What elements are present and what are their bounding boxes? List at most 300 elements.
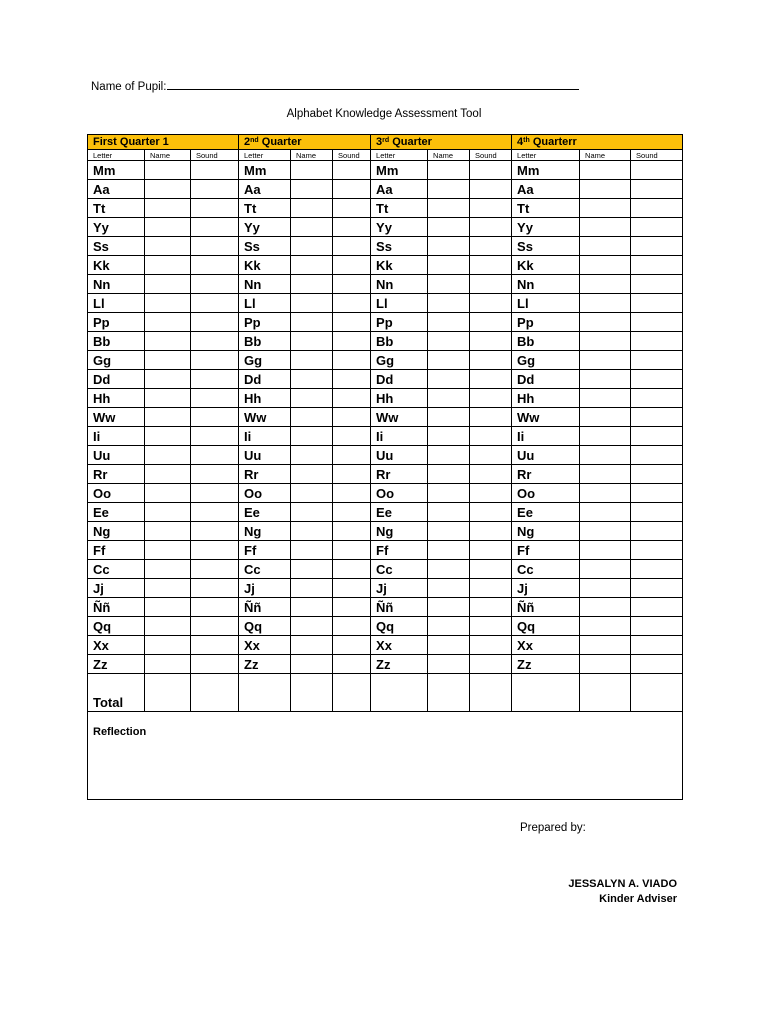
document-title-text: Alphabet Knowledge Assessment Tool (286, 108, 482, 120)
sound-score-cell[interactable] (333, 465, 371, 484)
name-score-cell[interactable] (145, 503, 191, 522)
sound-score-cell[interactable] (470, 560, 512, 579)
sound-score-cell[interactable] (333, 199, 371, 218)
sound-score-cell[interactable] (333, 275, 371, 294)
total-cell[interactable] (470, 674, 512, 712)
name-score-cell[interactable] (428, 617, 470, 636)
name-score-cell[interactable] (580, 636, 631, 655)
total-cell[interactable] (145, 674, 191, 712)
name-score-cell[interactable] (580, 446, 631, 465)
sound-score-cell[interactable] (333, 180, 371, 199)
sound-score-cell[interactable] (631, 332, 683, 351)
sound-score-cell[interactable] (333, 560, 371, 579)
sound-score-cell[interactable] (470, 294, 512, 313)
name-score-cell[interactable] (580, 655, 631, 674)
letter-cell: Ll (239, 294, 291, 313)
name-score-cell[interactable] (145, 655, 191, 674)
letter-cell: Uu (239, 446, 291, 465)
sound-score-cell[interactable] (333, 427, 371, 446)
sound-score-cell[interactable] (191, 427, 239, 446)
sound-score-cell[interactable] (191, 332, 239, 351)
sound-score-cell[interactable] (631, 275, 683, 294)
quarter-header-row (88, 135, 683, 150)
sound-score-cell[interactable] (470, 332, 512, 351)
sound-score-cell[interactable] (191, 256, 239, 275)
name-score-cell[interactable] (291, 522, 333, 541)
name-score-cell[interactable] (580, 161, 631, 180)
name-score-cell[interactable] (428, 370, 470, 389)
sound-score-cell[interactable] (631, 180, 683, 199)
letter-cell: Ii (239, 427, 291, 446)
letter-cell: Rr (239, 465, 291, 484)
sound-score-cell[interactable] (631, 370, 683, 389)
sound-score-cell[interactable] (191, 465, 239, 484)
name-score-cell[interactable] (428, 484, 470, 503)
sound-score-cell[interactable] (631, 389, 683, 408)
sound-score-cell[interactable] (470, 389, 512, 408)
total-cell[interactable] (512, 674, 580, 712)
name-score-cell[interactable] (145, 446, 191, 465)
pupil-name-blank-line (167, 79, 579, 90)
total-cell[interactable] (291, 674, 333, 712)
sound-score-cell[interactable] (191, 636, 239, 655)
name-score-cell[interactable] (291, 389, 333, 408)
name-score-cell[interactable] (291, 446, 333, 465)
sound-score-cell[interactable] (631, 218, 683, 237)
letter-cell: Nn (88, 275, 145, 294)
sound-score-cell[interactable] (333, 541, 371, 560)
name-score-cell[interactable] (291, 256, 333, 275)
sound-score-cell[interactable] (333, 408, 371, 427)
sound-score-cell[interactable] (333, 484, 371, 503)
sound-score-cell[interactable] (631, 161, 683, 180)
name-score-cell[interactable] (291, 218, 333, 237)
signatory-role: Kinder Adviser (599, 893, 677, 905)
name-score-cell[interactable] (145, 351, 191, 370)
pupil-name-label: Name of Pupil: (91, 81, 167, 93)
signature-block (568, 877, 677, 907)
sound-score-cell[interactable] (631, 560, 683, 579)
name-score-cell[interactable] (291, 465, 333, 484)
name-score-cell[interactable] (428, 446, 470, 465)
name-score-cell[interactable] (428, 180, 470, 199)
name-score-cell[interactable] (580, 313, 631, 332)
letter-row (88, 598, 683, 617)
quarter-header-2: 2nd Quarter (239, 135, 371, 150)
sound-score-cell[interactable] (191, 484, 239, 503)
name-score-cell[interactable] (428, 351, 470, 370)
letter-cell: Kk (88, 256, 145, 275)
letter-row (88, 503, 683, 522)
name-score-cell[interactable] (580, 275, 631, 294)
name-score-cell[interactable] (580, 484, 631, 503)
sound-score-cell[interactable] (631, 522, 683, 541)
name-score-cell[interactable] (428, 408, 470, 427)
name-score-cell[interactable] (428, 503, 470, 522)
letter-cell: Dd (239, 370, 291, 389)
sound-score-cell[interactable] (191, 541, 239, 560)
letter-cell: Yy (512, 218, 580, 237)
sound-score-cell[interactable] (470, 579, 512, 598)
sound-score-cell[interactable] (631, 579, 683, 598)
name-score-cell[interactable] (145, 275, 191, 294)
letter-cell: Oo (512, 484, 580, 503)
name-score-cell[interactable] (145, 180, 191, 199)
col-sound-header: Sound (333, 150, 371, 161)
letter-row (88, 256, 683, 275)
sound-score-cell[interactable] (470, 446, 512, 465)
sound-score-cell[interactable] (333, 503, 371, 522)
letter-cell: Gg (371, 351, 428, 370)
sound-score-cell[interactable] (333, 237, 371, 256)
letter-cell: Bb (512, 332, 580, 351)
sound-score-cell[interactable] (470, 256, 512, 275)
name-score-cell[interactable] (145, 370, 191, 389)
name-score-cell[interactable] (428, 541, 470, 560)
name-score-cell[interactable] (291, 161, 333, 180)
total-cell[interactable] (371, 674, 428, 712)
sound-score-cell[interactable] (470, 636, 512, 655)
name-score-cell[interactable] (291, 199, 333, 218)
reflection-box[interactable] (88, 712, 683, 800)
sound-score-cell[interactable] (191, 237, 239, 256)
sound-score-cell[interactable] (333, 655, 371, 674)
name-score-cell[interactable] (291, 484, 333, 503)
sound-score-cell[interactable] (333, 256, 371, 275)
name-score-cell[interactable] (428, 427, 470, 446)
name-score-cell[interactable] (145, 332, 191, 351)
sound-score-cell[interactable] (191, 522, 239, 541)
sound-score-cell[interactable] (470, 313, 512, 332)
letter-cell: Jj (512, 579, 580, 598)
letter-cell: Xx (371, 636, 428, 655)
letter-cell: Bb (88, 332, 145, 351)
name-score-cell[interactable] (428, 218, 470, 237)
sound-score-cell[interactable] (631, 655, 683, 674)
name-score-cell[interactable] (145, 598, 191, 617)
name-score-cell[interactable] (145, 541, 191, 560)
letter-row (88, 332, 683, 351)
sound-score-cell[interactable] (333, 598, 371, 617)
sound-score-cell[interactable] (333, 579, 371, 598)
sound-score-cell[interactable] (470, 465, 512, 484)
name-score-cell[interactable] (145, 313, 191, 332)
total-label: Total (88, 674, 145, 712)
name-score-cell[interactable] (580, 617, 631, 636)
name-score-cell[interactable] (428, 256, 470, 275)
name-score-cell[interactable] (580, 560, 631, 579)
name-score-cell[interactable] (580, 598, 631, 617)
sound-score-cell[interactable] (470, 408, 512, 427)
name-score-cell[interactable] (291, 370, 333, 389)
sound-score-cell[interactable] (333, 161, 371, 180)
letter-cell: Dd (512, 370, 580, 389)
sound-score-cell[interactable] (470, 180, 512, 199)
sound-score-cell[interactable] (631, 199, 683, 218)
name-score-cell[interactable] (145, 617, 191, 636)
letter-cell: Ii (371, 427, 428, 446)
name-score-cell[interactable] (145, 161, 191, 180)
sound-score-cell[interactable] (631, 636, 683, 655)
name-score-cell[interactable] (145, 237, 191, 256)
sound-score-cell[interactable] (470, 427, 512, 446)
letter-cell: Nn (239, 275, 291, 294)
name-score-cell[interactable] (580, 332, 631, 351)
total-cell[interactable] (631, 674, 683, 712)
sound-score-cell[interactable] (191, 294, 239, 313)
letter-row (88, 161, 683, 180)
sound-score-cell[interactable] (191, 389, 239, 408)
name-score-cell[interactable] (291, 294, 333, 313)
name-score-cell[interactable] (291, 617, 333, 636)
name-score-cell[interactable] (145, 389, 191, 408)
name-score-cell[interactable] (291, 636, 333, 655)
name-score-cell[interactable] (291, 180, 333, 199)
name-score-cell[interactable] (580, 237, 631, 256)
name-score-cell[interactable] (291, 503, 333, 522)
total-cell[interactable] (191, 674, 239, 712)
sound-score-cell[interactable] (333, 617, 371, 636)
letter-cell: Hh (371, 389, 428, 408)
letter-cell: Ww (239, 408, 291, 427)
letter-row (88, 617, 683, 636)
name-score-cell[interactable] (580, 199, 631, 218)
sound-score-cell[interactable] (333, 636, 371, 655)
name-score-cell[interactable] (580, 522, 631, 541)
name-score-cell[interactable] (580, 389, 631, 408)
sound-score-cell[interactable] (333, 389, 371, 408)
sound-score-cell[interactable] (191, 199, 239, 218)
sound-score-cell[interactable] (470, 484, 512, 503)
sound-score-cell[interactable] (333, 370, 371, 389)
sound-score-cell[interactable] (191, 313, 239, 332)
total-cell[interactable] (333, 674, 371, 712)
sound-score-cell[interactable] (631, 256, 683, 275)
letter-cell: Aa (371, 180, 428, 199)
sound-score-cell[interactable] (191, 560, 239, 579)
sound-score-cell[interactable] (191, 408, 239, 427)
letter-cell: Rr (371, 465, 428, 484)
name-score-cell[interactable] (580, 370, 631, 389)
name-score-cell[interactable] (145, 218, 191, 237)
sound-score-cell[interactable] (191, 161, 239, 180)
name-score-cell[interactable] (580, 465, 631, 484)
letter-cell: Jj (88, 579, 145, 598)
name-score-cell[interactable] (428, 560, 470, 579)
sound-score-cell[interactable] (191, 579, 239, 598)
sound-score-cell[interactable] (333, 294, 371, 313)
letter-cell: Ee (88, 503, 145, 522)
name-score-cell[interactable] (428, 389, 470, 408)
letter-cell: Mm (371, 161, 428, 180)
sound-score-cell[interactable] (470, 351, 512, 370)
letter-cell: Ng (88, 522, 145, 541)
sound-score-cell[interactable] (470, 199, 512, 218)
name-score-cell[interactable] (428, 332, 470, 351)
name-score-cell[interactable] (291, 351, 333, 370)
letter-row (88, 465, 683, 484)
letter-cell: Ng (239, 522, 291, 541)
name-score-cell[interactable] (145, 427, 191, 446)
sound-score-cell[interactable] (333, 332, 371, 351)
name-score-cell[interactable] (580, 503, 631, 522)
letter-cell: Xx (239, 636, 291, 655)
name-score-cell[interactable] (428, 465, 470, 484)
name-score-cell[interactable] (428, 275, 470, 294)
name-score-cell[interactable] (428, 636, 470, 655)
sound-score-cell[interactable] (191, 617, 239, 636)
name-score-cell[interactable] (428, 655, 470, 674)
letter-cell: Jj (239, 579, 291, 598)
name-score-cell[interactable] (291, 541, 333, 560)
quarter-header-1: First Quarter 1 (88, 135, 239, 150)
total-cell[interactable] (428, 674, 470, 712)
letter-cell: Kk (239, 256, 291, 275)
name-score-cell[interactable] (291, 237, 333, 256)
sound-score-cell[interactable] (191, 218, 239, 237)
name-score-cell[interactable] (145, 636, 191, 655)
sound-score-cell[interactable] (631, 408, 683, 427)
sound-score-cell[interactable] (631, 313, 683, 332)
sound-score-cell[interactable] (470, 522, 512, 541)
name-score-cell[interactable] (145, 484, 191, 503)
total-cell[interactable] (580, 674, 631, 712)
name-score-cell[interactable] (580, 541, 631, 560)
sound-score-cell[interactable] (470, 218, 512, 237)
sound-score-cell[interactable] (333, 446, 371, 465)
col-sound-header: Sound (631, 150, 683, 161)
name-score-cell[interactable] (428, 579, 470, 598)
reflection-row (88, 712, 683, 800)
name-score-cell[interactable] (428, 161, 470, 180)
sound-score-cell[interactable] (191, 598, 239, 617)
sound-score-cell[interactable] (470, 541, 512, 560)
name-score-cell[interactable] (291, 598, 333, 617)
name-score-cell[interactable] (145, 294, 191, 313)
letter-cell: Zz (88, 655, 145, 674)
sound-score-cell[interactable] (470, 237, 512, 256)
letter-cell: Tt (371, 199, 428, 218)
name-score-cell[interactable] (291, 560, 333, 579)
sound-score-cell[interactable] (191, 503, 239, 522)
letter-cell: Pp (512, 313, 580, 332)
name-score-cell[interactable] (145, 560, 191, 579)
letter-cell: Ww (371, 408, 428, 427)
sound-score-cell[interactable] (631, 237, 683, 256)
letter-cell: Tt (239, 199, 291, 218)
name-score-cell[interactable] (580, 408, 631, 427)
col-sound-header: Sound (470, 150, 512, 161)
sound-score-cell[interactable] (631, 503, 683, 522)
name-score-cell[interactable] (428, 313, 470, 332)
sound-score-cell[interactable] (191, 655, 239, 674)
sound-score-cell[interactable] (191, 180, 239, 199)
letter-cell: Ss (239, 237, 291, 256)
name-score-cell[interactable] (428, 237, 470, 256)
letter-cell: Qq (88, 617, 145, 636)
letter-cell: Uu (371, 446, 428, 465)
letter-cell: Tt (88, 199, 145, 218)
letter-cell: Hh (512, 389, 580, 408)
name-score-cell[interactable] (428, 598, 470, 617)
sound-score-cell[interactable] (631, 446, 683, 465)
sound-score-cell[interactable] (631, 598, 683, 617)
letter-row (88, 408, 683, 427)
name-score-cell[interactable] (145, 199, 191, 218)
name-score-cell[interactable] (580, 427, 631, 446)
name-score-cell[interactable] (428, 199, 470, 218)
name-score-cell[interactable] (428, 522, 470, 541)
name-score-cell[interactable] (145, 408, 191, 427)
name-score-cell[interactable] (145, 465, 191, 484)
total-cell[interactable] (239, 674, 291, 712)
name-score-cell[interactable] (145, 522, 191, 541)
sound-score-cell[interactable] (470, 617, 512, 636)
sound-score-cell[interactable] (470, 161, 512, 180)
sound-score-cell[interactable] (470, 655, 512, 674)
name-score-cell[interactable] (580, 180, 631, 199)
letter-cell: Aa (512, 180, 580, 199)
sound-score-cell[interactable] (631, 427, 683, 446)
name-score-cell[interactable] (580, 579, 631, 598)
sound-score-cell[interactable] (333, 313, 371, 332)
sound-score-cell[interactable] (191, 446, 239, 465)
sound-score-cell[interactable] (191, 351, 239, 370)
name-score-cell[interactable] (580, 256, 631, 275)
letter-row (88, 294, 683, 313)
letter-row (88, 560, 683, 579)
sound-score-cell[interactable] (470, 503, 512, 522)
sound-score-cell[interactable] (470, 598, 512, 617)
name-score-cell[interactable] (580, 218, 631, 237)
sound-score-cell[interactable] (631, 294, 683, 313)
letter-row (88, 427, 683, 446)
name-score-cell[interactable] (145, 256, 191, 275)
sound-score-cell[interactable] (333, 218, 371, 237)
letter-cell: Xx (88, 636, 145, 655)
letter-cell: Ll (371, 294, 428, 313)
name-score-cell[interactable] (291, 332, 333, 351)
letter-cell: Ii (88, 427, 145, 446)
name-score-cell[interactable] (145, 579, 191, 598)
name-score-cell[interactable] (291, 275, 333, 294)
name-score-cell[interactable] (580, 351, 631, 370)
name-score-cell[interactable] (291, 579, 333, 598)
name-score-cell[interactable] (291, 408, 333, 427)
name-score-cell[interactable] (428, 294, 470, 313)
sound-score-cell[interactable] (631, 484, 683, 503)
sound-score-cell[interactable] (631, 351, 683, 370)
letter-cell: Gg (239, 351, 291, 370)
sound-score-cell[interactable] (631, 541, 683, 560)
name-score-cell[interactable] (291, 313, 333, 332)
sound-score-cell[interactable] (470, 275, 512, 294)
name-score-cell[interactable] (291, 655, 333, 674)
letter-cell: Ññ (88, 598, 145, 617)
sound-score-cell[interactable] (191, 370, 239, 389)
sound-score-cell[interactable] (631, 617, 683, 636)
sound-score-cell[interactable] (470, 370, 512, 389)
name-score-cell[interactable] (291, 427, 333, 446)
letter-cell: Cc (239, 560, 291, 579)
letter-row (88, 541, 683, 560)
document-title (0, 107, 768, 121)
sound-score-cell[interactable] (333, 351, 371, 370)
name-score-cell[interactable] (580, 294, 631, 313)
sound-score-cell[interactable] (191, 275, 239, 294)
sound-score-cell[interactable] (333, 522, 371, 541)
sound-score-cell[interactable] (631, 465, 683, 484)
